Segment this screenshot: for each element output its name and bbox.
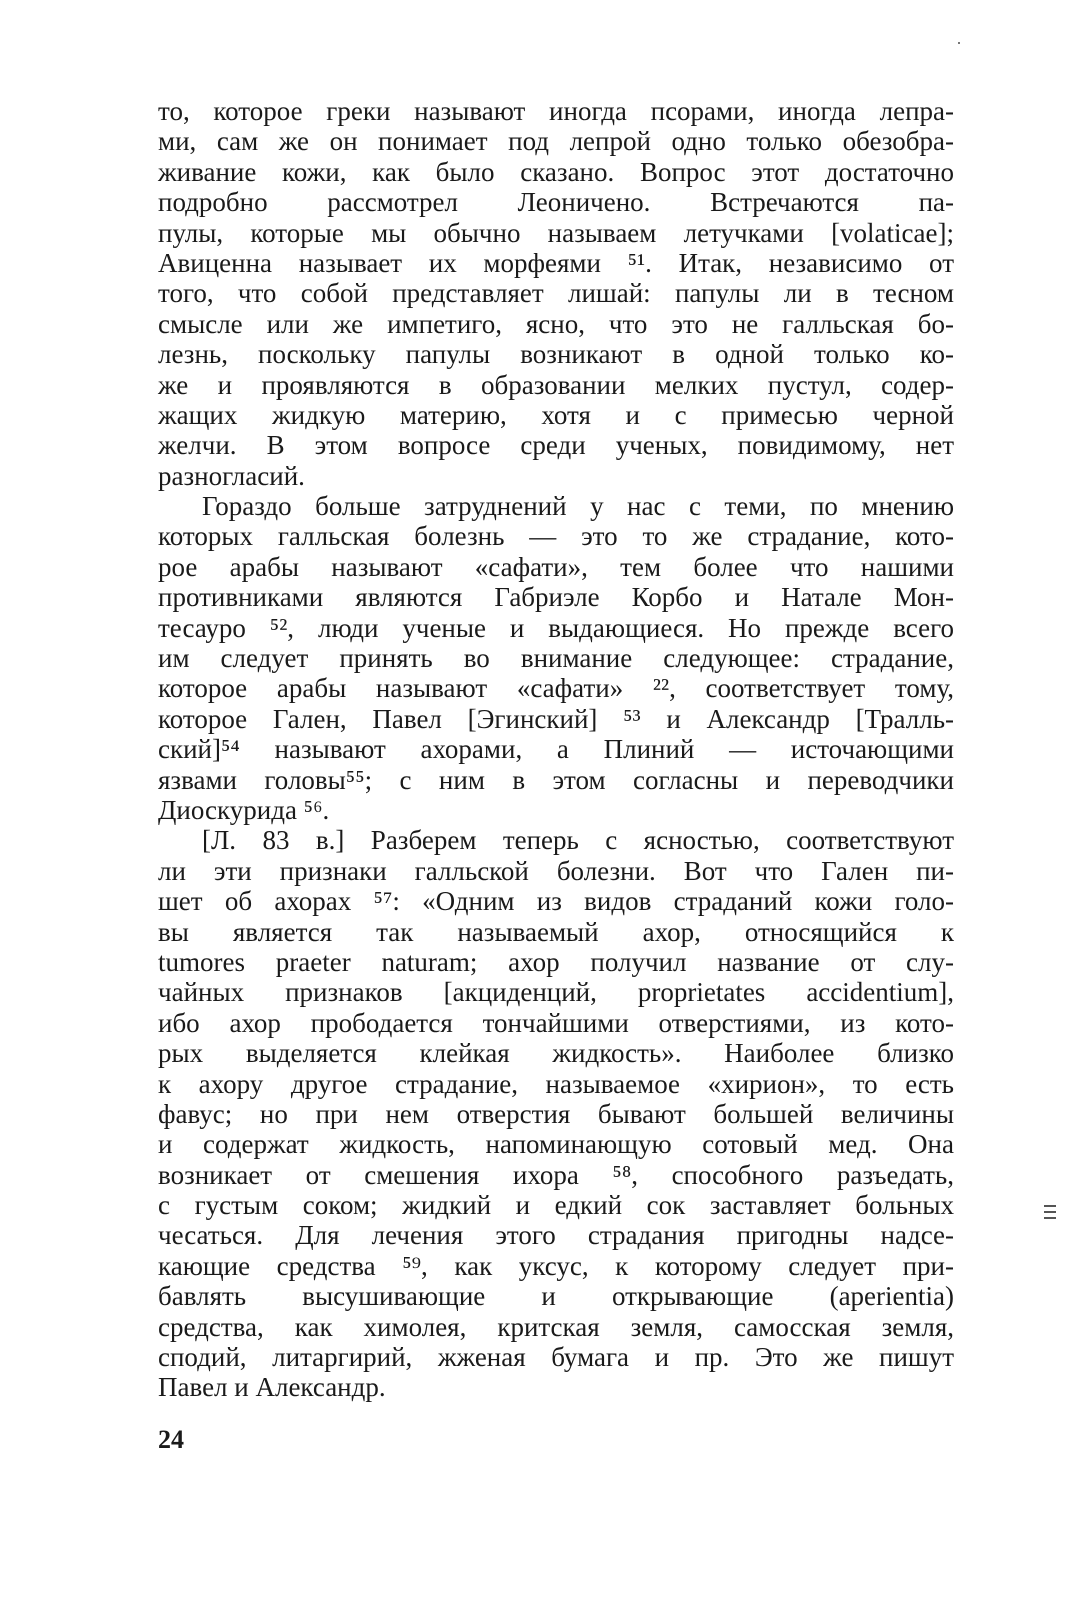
- text-line: бавлять высушивающие и открывающие (aperientia): [158, 1281, 954, 1312]
- text-line: лезнь, поскольку папулы возникают в одной только ко-: [158, 339, 954, 370]
- text-line: рое арабы называют «сафати», тем более что нашими: [158, 551, 954, 582]
- page-number: 24: [158, 1425, 184, 1454]
- document-page: [158, 96, 954, 1403]
- text-line: чесаться. Для лечения этого страдания пригодны надсе-: [158, 1220, 954, 1251]
- text-line: пулы, которые мы обычно называем летучками [volaticae];: [158, 217, 954, 248]
- text-line: кающие средства ⁵⁹, как уксус, к которому следует при-: [158, 1250, 954, 1281]
- paragraph: [158, 491, 954, 825]
- text-line: того, что собой представляет лишай: папулы ли в тесном: [158, 278, 954, 309]
- text-line: тесауро ⁵², люди ученые и выдающиеся. Но прежде всего: [158, 612, 954, 643]
- text-line: к ахору другое страдание, называемое «хирион», то есть: [158, 1068, 954, 1099]
- text-line: противниками являются Габриэле Корбо и Натале Мон-: [158, 582, 954, 613]
- text-line: смысле или же импетиго, ясно, что это не галльская бо-: [158, 308, 954, 339]
- text-line: [Л. 83 в.] Разберем теперь с ясностью, соответствуют: [202, 825, 954, 856]
- text-line: жащих жидкую материю, хотя и с примесью черной: [158, 399, 954, 430]
- text-line: живание кожи, как было сказано. Вопрос этот достаточно: [158, 156, 954, 187]
- scan-speck: [958, 42, 960, 44]
- paragraph: [158, 825, 954, 1402]
- text-line: чайных признаков [акциденций, proprietates accidentium],: [158, 977, 954, 1008]
- text-line: Павел и Александр.: [158, 1372, 386, 1403]
- margin-mark: [1044, 1205, 1056, 1225]
- text-line: им следует принять во внимание следующее: страдание,: [158, 643, 954, 674]
- text-line: сподий, литаргирий, жженая бумага и пр. Это же пишут: [158, 1342, 954, 1373]
- text-line: Диоскурида ⁵⁶.: [158, 794, 330, 825]
- text-line: ми, сам же он понимает под лепрой одно только обезобра-: [158, 126, 954, 157]
- text-line: которое Гален, Павел [Эгинский] ⁵³ и Александр [Тралль-: [158, 703, 954, 734]
- text-line: Гораздо больше затруднений у нас с теми, по мнению: [202, 491, 954, 522]
- text-line: ский]⁵⁴ называют ахорами, а Плиний — источающими: [158, 734, 954, 765]
- text-line: которых галльская болезнь — это то же страдание, кото-: [158, 521, 954, 552]
- text-line: фавус; но при нем отверстия бывают большей величины: [158, 1098, 954, 1129]
- text-line: и содержат жидкость, напоминающую сотовый мед. Она: [158, 1129, 954, 1160]
- text-line: ли эти признаки галльской болезни. Вот что Гален пи-: [158, 855, 954, 886]
- text-line: ибо ахор прободается тончайшими отверстиями, из кото-: [158, 1007, 954, 1038]
- text-line: средства, как химолея, критская земля, самосская земля,: [158, 1311, 954, 1342]
- text-line: то, которое греки называют иногда псорами, иногда лепра-: [158, 96, 954, 126]
- text-line: язвами головы⁵⁵; с ним в этом согласны и переводчики: [158, 764, 954, 795]
- text-line: разногласий.: [158, 460, 305, 491]
- text-line: tumores praeter naturam; ахор получил название от слу-: [158, 946, 954, 977]
- text-line: подробно рассмотрел Леоничено. Встречаются па-: [158, 187, 954, 218]
- text-line: с густым соком; жидкий и едкий сок заставляет больных: [158, 1190, 954, 1221]
- text-line: вы является так называемый ахор, относящийся к: [158, 916, 954, 947]
- text-line: рых выделяется клейкая жидкость». Наиболее близко: [158, 1038, 954, 1069]
- text-line: же и проявляются в образовании мелких пустул, содер-: [158, 369, 954, 400]
- text-line: желчи. В этом вопросе среди ученых, повидимому, нет: [158, 430, 954, 461]
- text-line: шет об ахорах ⁵⁷: «Одним из видов страданий кожи голо-: [158, 886, 954, 917]
- text-line: возникает от смешения ихора ⁵⁸, способного разъедать,: [158, 1159, 954, 1190]
- paragraph: [158, 96, 954, 491]
- text-line: Авиценна называет их морфеями ⁵¹. Итак, независимо от: [158, 247, 954, 278]
- text-line: которое арабы называют «сафати» ²², соответствует тому,: [158, 673, 954, 704]
